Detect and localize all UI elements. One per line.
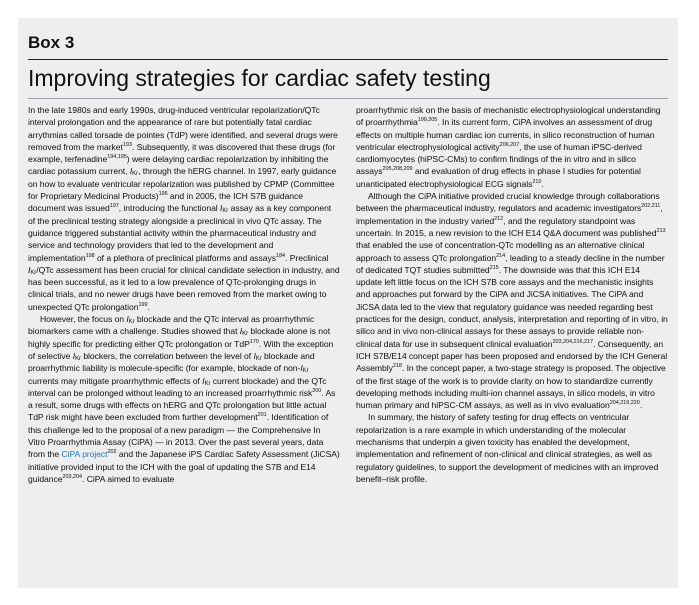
reference-citation: 213 — [656, 227, 666, 234]
subscript: Kr — [132, 171, 139, 178]
text-run: . — [541, 178, 544, 189]
text-run: and in 2005, the ICH S7B guidance document was issued — [28, 191, 304, 214]
text-run: . In the concept paper, a two-stage strategy is proposed. The objective of the first stage of the work is to provide clarity on how to standardize currently developing methods including multi-ion channel assays, in silico models, in vitro human primary and hiPSC-CM assays, as well as in vivo evaluation — [356, 363, 666, 411]
reference-citation: 203,204,216,217 — [552, 338, 594, 345]
text-run: current blockade) and the QTc interval can be prolonged without leading to an increased proarrhythmic risk — [28, 375, 327, 398]
reference-citation: 201 — [257, 412, 267, 419]
reference-citation: 203,204 — [62, 473, 83, 480]
text-run: , the use of human iPSC-derived cardiomyocytes (hiPSC-CMs) to confirm findings of the in vitro and in silico assays — [356, 141, 642, 177]
italic-symbol: I — [253, 350, 256, 361]
top-rule — [28, 59, 668, 60]
title-rule — [28, 98, 668, 99]
reference-citation: 170 — [249, 338, 259, 345]
text-run: and evaluation of drug effects in phase I studies for potential unanticipated electrophysiological ECG signals — [356, 166, 641, 189]
paragraph — [356, 411, 668, 485]
italic-symbol: I — [126, 314, 129, 325]
reference-citation: 212 — [494, 215, 504, 222]
italic-symbol: I — [202, 375, 205, 386]
left-column — [28, 104, 340, 485]
text-run: , through the hERG channel. In 1997, early guidance on how to evaluate ventricular repolarization was published by CPMP (Committee for Proprietary Medicinal Products) — [28, 166, 337, 202]
text-run: /QTc assessment has been crucial for clinical candidate selection in industry, and has been successful, as it led to a low prevalence of QTc-prolonging drugs in clinical trials, and no newer drugs have been removed from the market owing to unexpected QTc prolongation — [28, 264, 340, 312]
reference-citation: 184 — [276, 252, 286, 259]
text-run: , and the regulatory standpoint was uncertain. In 2015, a new revision to the ICH E14 Q&A document was published — [356, 215, 657, 238]
paragraph — [356, 104, 668, 190]
italic-symbol: I — [28, 264, 31, 275]
text-run: blockade and proarrhythmic liability is molecule-specific (for example, blockade of non- — [28, 350, 315, 374]
box-title: Improving strategies for cardiac safety testing — [28, 65, 491, 91]
text-run: . With the exception of selective — [28, 338, 334, 361]
subscript: Kr — [242, 331, 249, 338]
subscript: Kr — [128, 319, 135, 326]
subscript: Kr — [302, 368, 309, 375]
italic-symbol: I — [239, 326, 243, 337]
text-run: and the Japanese iPS Cardiac Safety Assessment (JiCSA) initiative provided input to the ICH with the goal of updating the S7B and E14 guidance — [28, 449, 340, 484]
reference-citation: 194,195 — [107, 154, 127, 161]
reference-citation: 210 — [532, 178, 542, 185]
reference-citation: 199,205 — [417, 117, 438, 124]
subscript: Kr — [255, 355, 262, 362]
italic-symbol: I — [220, 203, 223, 214]
text-run: . The downside was that this ICH E14 update left little focus on the ICH S7B core assays and the mechanistic insights and approaches put forward by the CiPA and JiCSA initiatives. The CiPA and JiCSA data led to the view that regulatory guidance was needed regarding best practices for the design, conduct, analysis, interpretation and reporting of in vitro, in silico and in vivo non-clinical assays for these assays to provide reliable non-clinical data for use in subsequent clinical evaluation — [356, 264, 668, 349]
reference-citation: 196 — [158, 191, 168, 198]
text-run: In the late 1980s and early 1990s, drug-induced ventricular repolarization/QTc interval prolongation and the appearance of rare but potentially fatal cardiac arrythmias called torsade de pointes (TdP) were identified, and several drugs were removed from the market — [28, 105, 338, 152]
text-run: , leading to a steady decline in the number of dedicated TQT studies submitted — [356, 252, 665, 275]
paragraph — [28, 313, 340, 485]
reference-citation: 204,219,220 — [609, 400, 640, 407]
text-run: . Consequently, an ICH S7B/E14 concept paper has been proposed and endorsed by the ICH General Assembly — [356, 338, 668, 374]
subscript: Kr — [30, 269, 37, 276]
reference-citation: 206,207 — [499, 141, 520, 148]
subscript: Kr — [204, 380, 211, 387]
box-3-panel — [18, 18, 678, 588]
text-run: blockade and the QTc interval as proarrhythmic biomarkers came with a challenge. Studies showed that — [28, 314, 315, 337]
text-run: . — [147, 301, 150, 312]
text-run: proarrhythmic risk on the basis of mechanistic electrophysiological understanding of proarrhythmia — [356, 105, 661, 128]
text-run: . In its current form, CiPA involves an assessment of drug effects on multiple human cardiac ion currents, in silico reconstruction of human ventricular electrophysiological activity — [356, 117, 655, 152]
cipa-project-link[interactable]: CiPA project — [61, 449, 108, 460]
text-run: However, the focus on — [40, 314, 127, 325]
text-run: currents may mitigate proarrhythmic effects of — [28, 375, 203, 386]
italic-symbol: I — [72, 350, 76, 361]
reference-citation: 198 — [85, 252, 95, 259]
text-run: . Identification of this challenge led to the proposal of a new paradigm — the Comprehensive In Vitro Proarrhythmia Assay (CiPA) — in 2013. Over the past several years, data from the — [28, 412, 329, 460]
right-column — [356, 104, 668, 485]
text-run: . — [639, 400, 643, 411]
text-run: . Preclinical — [285, 252, 329, 263]
subscript: Kr — [222, 208, 229, 215]
text-run: . Subsequently, it was discovered that these drugs (for example, terfenadine — [28, 141, 336, 165]
reference-citation: 205,208,209 — [382, 166, 413, 173]
text-run: , introducing the functional — [118, 203, 220, 214]
text-run: assay as a key component of the preclinical testing strategy alongside a preclinical in vivo QTc assay. The guidance triggered substantial activity within the pharmaceutical industry and service and technology providers that led to the development and implementation — [28, 203, 332, 263]
text-run: ) were delaying cardiac repolarization by inhibiting the cardiac potassium current, — [28, 154, 329, 177]
italic-symbol: I — [300, 363, 303, 374]
italic-symbol: I — [129, 166, 133, 177]
reference-citation: 218 — [392, 363, 402, 370]
text-run: Although the CiPA initiative provided crucial knowledge through collaborations between the pharmaceutical industry, regulators and academic investigators — [356, 191, 660, 214]
reference-citation: 197 — [109, 203, 119, 210]
subscript: Kr — [75, 355, 81, 362]
reference-citation: 193 — [122, 141, 132, 148]
reference-citation: 200 — [312, 387, 322, 394]
body-columns — [28, 104, 668, 485]
reference-citation: 215 — [489, 264, 499, 271]
text-run: . As a result, some drugs with effects on hERG and QTc prolongation but little actual TdP risk might have been excluded from further development — [28, 387, 336, 423]
text-run: that enabled the use of concentration-QTc modelling as an alternative clinical approach to assess QTc prolongation — [356, 240, 645, 263]
reference-citation: 202,211 — [641, 203, 661, 210]
text-run: In summary, the history of safety testing for drug effects on ventricular repolarization is a rare example in which understanding of the molecular mechanisms that underpin a given toxicity has enabled the development, implementation and refinement of non-clinical and clinical strategies, as well as regulatory guidelines, to support the development of medicines with an improved benefit–risk profile. — [356, 412, 659, 484]
text-run: blockers, the correlation between the level of — [80, 350, 254, 361]
reference-citation: 214 — [496, 252, 506, 259]
box-label: Box 3 — [28, 33, 75, 52]
paragraph — [356, 190, 668, 411]
reference-citation: 199 — [138, 301, 148, 308]
text-run: . CiPA aimed to evaluate — [82, 473, 175, 484]
reference-citation: 202 — [107, 449, 117, 456]
text-run: of a plethora of preclinical platforms and assays — [94, 252, 277, 263]
text-run: , implementation in the industry varied — [356, 203, 663, 226]
text-run: blockade alone is not highly specific for predicting either QTc prolongation or TdP — [28, 326, 331, 349]
paragraph — [28, 104, 340, 313]
